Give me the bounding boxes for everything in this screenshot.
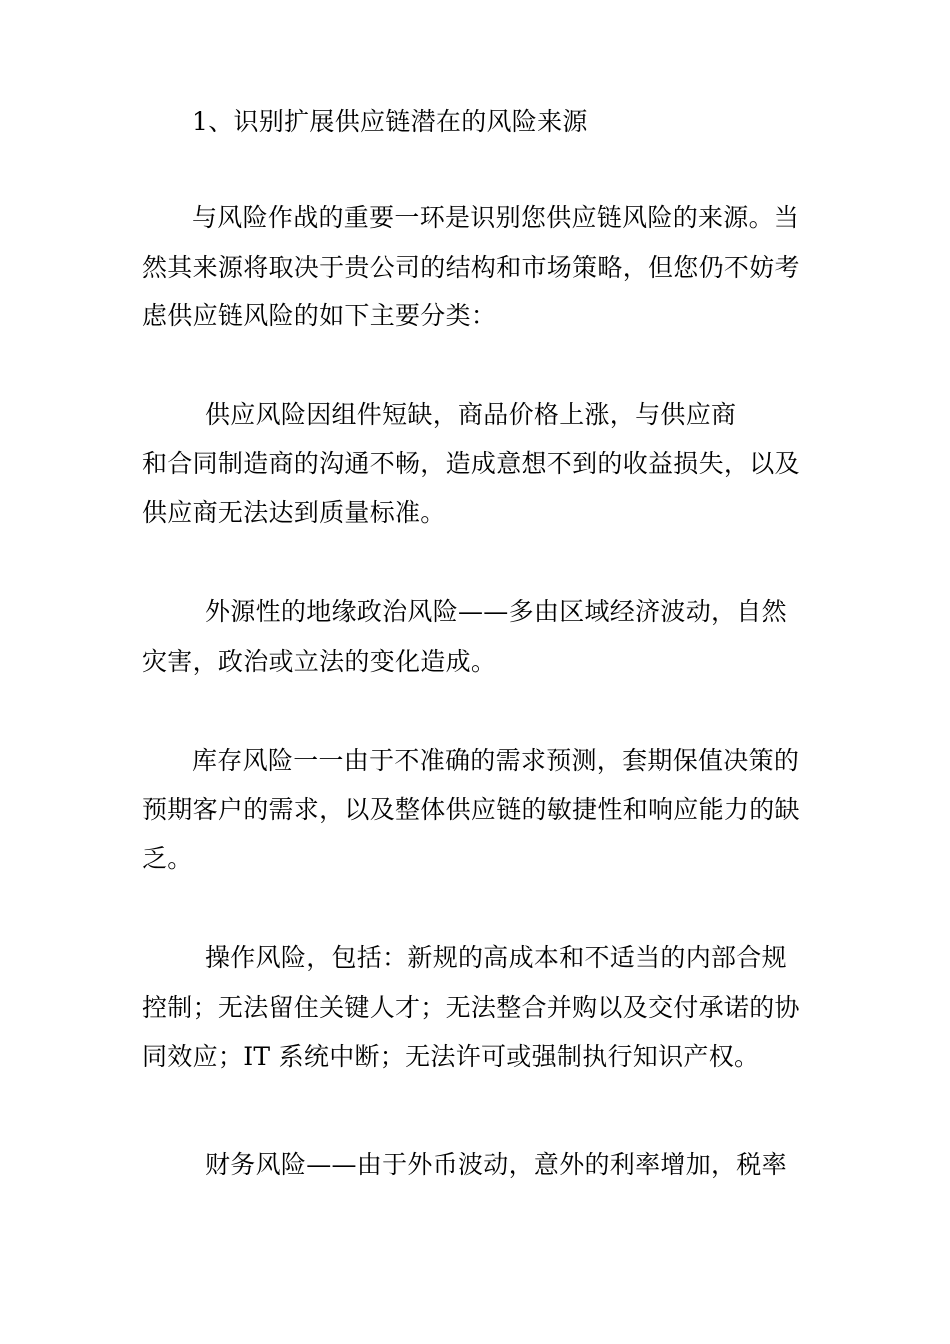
paragraph-line: 库存风险一一由于不准确的需求预测，套期保值决策的 bbox=[192, 746, 800, 775]
paragraph-line: 操作风险，包括：新规的高成本和不适当的内部合规 bbox=[205, 943, 787, 972]
paragraph-line: 预期客户的需求，以及整体供应链的敏捷性和响应能力的缺 bbox=[142, 795, 800, 824]
section-heading: 1、识别扩展供应链潜在的风险来源 bbox=[192, 107, 588, 136]
paragraph-line: 和合同制造商的沟通不畅，造成意想不到的收益损失，以及 bbox=[142, 449, 800, 478]
paragraph-line: 外源性的地缘政治风险——多由区域经济波动，自然 bbox=[205, 597, 787, 626]
paragraph-line: 乏。 bbox=[142, 844, 193, 873]
paragraph-line: 然其来源将取决于贵公司的结构和市场策略，但您仍不妨考 bbox=[142, 253, 800, 282]
paragraph-line: 虑供应链风险的如下主要分类： bbox=[142, 301, 497, 330]
paragraph-line: 财务风险——由于外币波动，意外的利率增加，税率 bbox=[205, 1150, 787, 1179]
paragraph-line: 供应商无法达到质量标准。 bbox=[142, 498, 446, 527]
paragraph-line: 与风险作战的重要一环是识别您供应链风险的来源。当 bbox=[192, 203, 800, 232]
paragraph-line: 控制；无法留住关键人才；无法整合并购以及交付承诺的协 bbox=[142, 993, 800, 1022]
paragraph-line: 同效应；IT 系统中断；无法许可或强制执行知识产权。 bbox=[142, 1042, 760, 1071]
paragraph-line: 供应风险因组件短缺，商品价格上涨，与供应商 bbox=[205, 400, 737, 429]
paragraph-line: 灾害，政治或立法的变化造成。 bbox=[142, 647, 497, 676]
